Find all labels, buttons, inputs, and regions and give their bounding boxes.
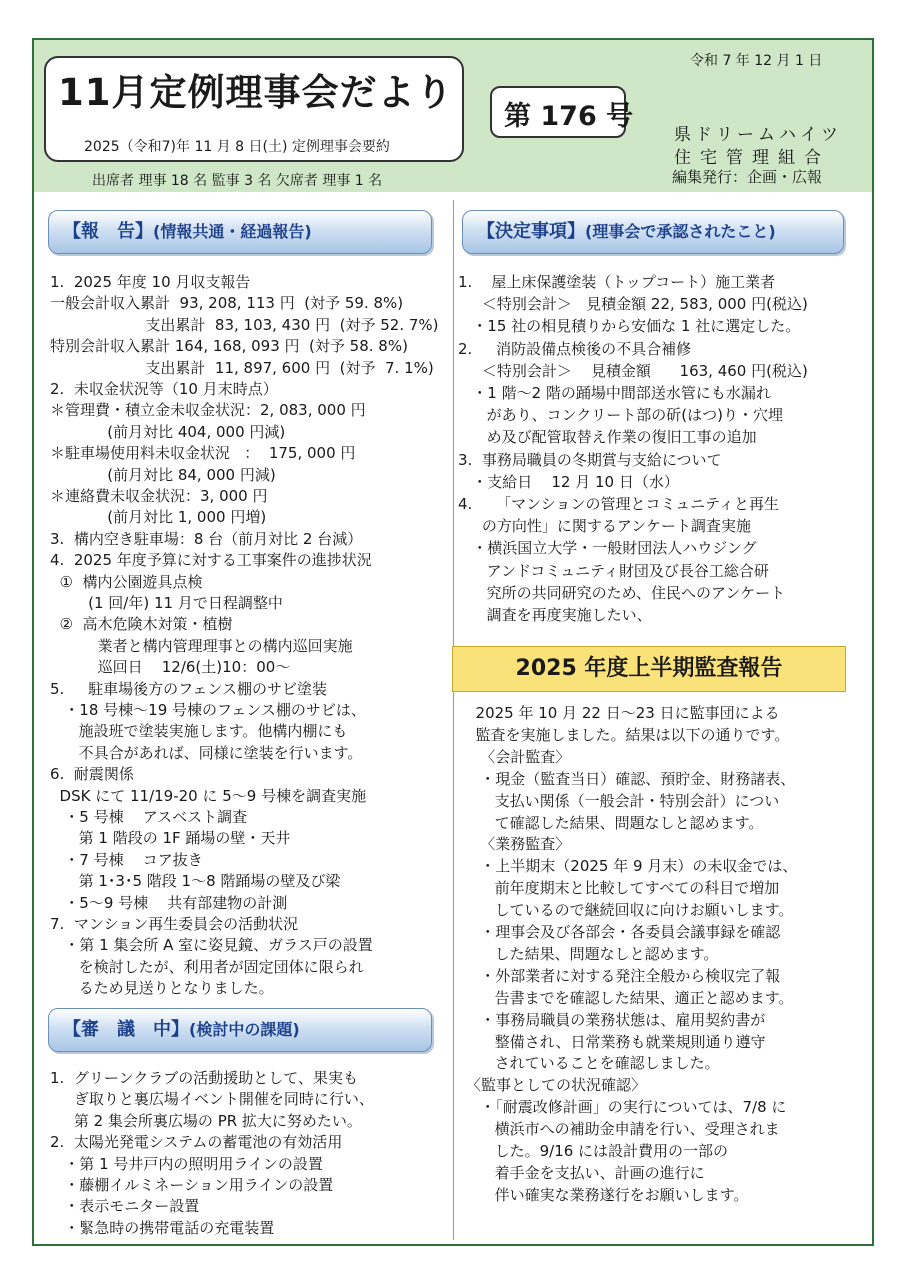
report-line: DSK にて 11/19-20 に 5～9 号棟を調査実施: [50, 786, 367, 805]
attendance: 出席者 理事 18 名 監事 3 名 欠席者 理事 1 名: [92, 173, 383, 189]
report-line: 3. 構内空き駐車場：8 台（前月対比 2 台減）: [50, 529, 363, 548]
decisions-line: 3. 事務局職員の冬期賞与支給について: [458, 450, 722, 469]
report-line: 4. 2025 年度予算に対する工事案件の進捗状況: [50, 551, 372, 570]
decisions-line: ・支給日 12 月 10 日（水）: [458, 472, 679, 491]
report-line: 第 1 階段の 1F 踊場の壁・天井: [50, 829, 291, 848]
decisions-line: 1. 屋上床保護塗装（トップコート）施工業者: [458, 273, 776, 291]
report-line: 巡回日 12/6(土)10：00～: [50, 658, 291, 677]
decisions-line: ・15 社の相見積りから安価な 1 社に選定した。: [458, 317, 801, 336]
report-line: (1 回/年) 11 月で日程調整中: [50, 594, 283, 612]
report-line: 1. 2025 年度 10 月収支報告: [50, 273, 251, 291]
audit-line: ・理事会及び各部会・各委員会議事録を確認: [466, 923, 781, 941]
report-line: 支出累計 83, 103, 430 円 (対予 52. 7%): [50, 315, 439, 334]
deliberation-line: ・表示モニター設置: [50, 1197, 200, 1216]
report-heading-sub: (情報共通・経過報告): [153, 222, 312, 241]
decisions-line: め及び配管取替え作業の復旧工事の追加: [458, 428, 757, 447]
meeting-subtitle: 2025（令和7)年 11 月 8 日(土) 定例理事会要約: [84, 139, 390, 155]
deliberation-heading: [48, 1008, 432, 1052]
audit-line: ・「耐震改修計画」の実行については、7/8 に: [466, 1098, 787, 1117]
audit-line: 〈会計監査〉: [466, 747, 571, 766]
report-line: ② 高木危険木対策・植樹: [50, 615, 233, 634]
report-line: ・5 号棟 アスベスト調査: [50, 808, 248, 826]
report-line: るため見送りとなりました。: [50, 979, 274, 998]
report-heading: [48, 210, 432, 254]
deliberation-line: 2. 太陽光発電システムの蓄電池の有効活用: [50, 1133, 343, 1152]
decisions-line: 調査を再度実施したい、: [458, 606, 652, 624]
audit-line: 告書までを確認した結果、適正と認めます。: [466, 988, 794, 1007]
report-line: を検討したが、利用者が固定団体に限られ: [50, 957, 364, 976]
report-line: (前月対比 1, 000 円増): [50, 508, 267, 527]
report-line: ① 構内公園遊具点検: [50, 572, 203, 591]
report-line: 6. 耐震関係: [50, 765, 134, 784]
audit-line: ・現金（監査当日）確認、預貯金、財務諸表、: [466, 769, 796, 788]
decisions-line: アンドコミュニティ財団及び長谷工総合研: [458, 561, 769, 580]
audit-line: ・上半期末（2025 年 9 月末）の未収金では、: [466, 857, 798, 876]
decisions-line: ＜特別会計＞ 見積金額 163, 460 円(税込): [458, 361, 808, 380]
report-line: (前月対比 404, 000 円減): [50, 422, 286, 441]
report-line: (前月対比 84, 000 円減): [50, 465, 276, 484]
deliberation-line: ・緊急時の携帯電話の充電装置: [50, 1218, 275, 1237]
audit-line: されていることを確認しました。: [466, 1054, 720, 1073]
audit-line: 横浜市への補助金申請を行い、受理されま: [466, 1120, 780, 1139]
decisions-line: ・横浜国立大学・一般財団法人ハウジング: [458, 539, 757, 558]
audit-line: 伴い確実な業務遂行をお願いします。: [466, 1185, 749, 1204]
audit-line: ・外部業者に対する発注全般から検収完了報: [466, 966, 781, 985]
decisions-heading-label: 【決定事項】: [477, 221, 585, 242]
org-name-2: 住宅管理組合: [674, 148, 830, 168]
deliberation-line: ・第 1 号井戸内の照明用ラインの設置: [50, 1154, 323, 1173]
newsletter-title: 11月定例理事会だより: [58, 71, 454, 114]
audit-line: しているので継続回収に向けお願いします。: [466, 901, 794, 920]
deliberation-line: 1. グリーンクラブの活動援助として、果実も: [50, 1069, 358, 1087]
editor: 編集発行：企画・広報: [672, 168, 823, 186]
publish-date: 令和 7 年 12 月 1 日: [690, 53, 823, 69]
report-line: 第 1･3･5 階段 1～8 階踊場の壁及び梁: [50, 872, 341, 891]
report-line: ＊駐車場使用料未収金状況 ： 175, 000 円: [50, 444, 356, 463]
issue-number: 第 176 号: [504, 101, 634, 132]
audit-line: 着手金を支払い、計画の進行に: [466, 1163, 705, 1182]
decisions-heading: [462, 210, 844, 254]
column-divider: [453, 200, 454, 1240]
report-heading-label: 【報 告】: [63, 221, 153, 242]
report-line: 支出累計 11, 897, 600 円 (対予 7. 1%): [50, 358, 434, 377]
decisions-line: 2. 消防設備点検後の不具合補修: [458, 339, 692, 358]
report-line: 7. マンション再生委員会の活動状況: [50, 915, 299, 933]
audit-line: 2025 年 10 月 22 日～23 日に監事団による: [466, 704, 780, 722]
decisions-line: の方向性」に関するアンケート調査実施: [458, 517, 751, 536]
audit-line: 〈監事としての状況確認〉: [466, 1076, 647, 1095]
deliberation-heading-label: 【審 議 中】: [63, 1019, 189, 1040]
report-line: ・5～9 号棟 共有部建物の計測: [50, 893, 288, 912]
audit-line: 前年度期末と比較してすべての科目で増加: [466, 879, 780, 898]
report-line: 施設班で塗装実施します。他構内棚にも: [50, 722, 348, 741]
decisions-heading-sub: (理事会で承認されたこと): [585, 222, 776, 241]
report-line: 一般会計収入累計 93, 208, 113 円 (対予 59. 8%): [50, 294, 404, 313]
report-line: 2. 未収金状況等（10 月末時点）: [50, 380, 278, 398]
audit-line: 支払い関係（一般会計・特別会計）につい: [466, 791, 780, 810]
audit-line: した。9/16 には設計費用の一部の: [466, 1142, 729, 1160]
decisions-line: ＜特別会計＞ 見積金額 22, 583, 000 円(税込): [458, 295, 808, 314]
audit-line: した結果、問題なしと認めます。: [466, 944, 719, 963]
decisions-line: があり、コンクリート部の斫(はつ)り・穴埋: [458, 406, 784, 425]
audit-line: 整備され、日常業務も就業規則通り遵守: [466, 1032, 766, 1051]
report-line: 不具合があれば、同様に塗装を行います。: [50, 743, 363, 762]
decisions-line: ・1 階～2 階の踊場中間部送水管にも水漏れ: [458, 384, 771, 402]
deliberation-line: ぎ取りと裏広場イベント開催を同時に行い、: [50, 1090, 374, 1109]
decisions-line: 究所の共同研究のため、住民へのアンケート: [458, 583, 786, 602]
deliberation-line: ・藤棚イルミネーション用ラインの設置: [50, 1176, 334, 1194]
report-line: ・18 号棟～19 号棟のフェンス棚のサビは、: [50, 701, 366, 719]
audit-line: て確認した結果、問題なしと認めます。: [466, 813, 764, 832]
report-line: ・7 号棟 コア抜き: [50, 850, 203, 869]
audit-heading: 2025 年度上半期監査報告: [452, 646, 846, 692]
audit-line: 監査を実施しました。結果は以下の通りです。: [466, 725, 790, 744]
audit-line: 〈業務監査〉: [466, 835, 571, 854]
report-line: ・第 1 集会所 A 室に姿見鏡、ガラス戸の設置: [50, 936, 373, 955]
report-line: 特別会計収入累計 164, 168, 093 円 (対予 58. 8%): [50, 337, 408, 356]
deliberation-line: 第 2 集会所裏広場の PR 拡大に努めたい。: [50, 1111, 362, 1130]
report-line: ＊管理費・積立金未収金状況：2, 083, 000 円: [50, 401, 366, 420]
deliberation-heading-sub: (検討中の課題): [189, 1020, 300, 1039]
report-line: ＊連絡費未収金状況：3, 000 円: [50, 487, 268, 505]
audit-line: ・事務局職員の業務状態は、雇用契約書が: [466, 1010, 766, 1029]
report-line: 5. 駐車場後方のフェンス棚のサビ塗装: [50, 679, 327, 698]
report-line: 業者と構内管理理事との構内巡回実施: [50, 636, 353, 655]
decisions-line: 4. 「マンションの管理とコミュニティと再生: [458, 495, 779, 513]
org-name: 県ドリームハイツ: [674, 125, 842, 145]
